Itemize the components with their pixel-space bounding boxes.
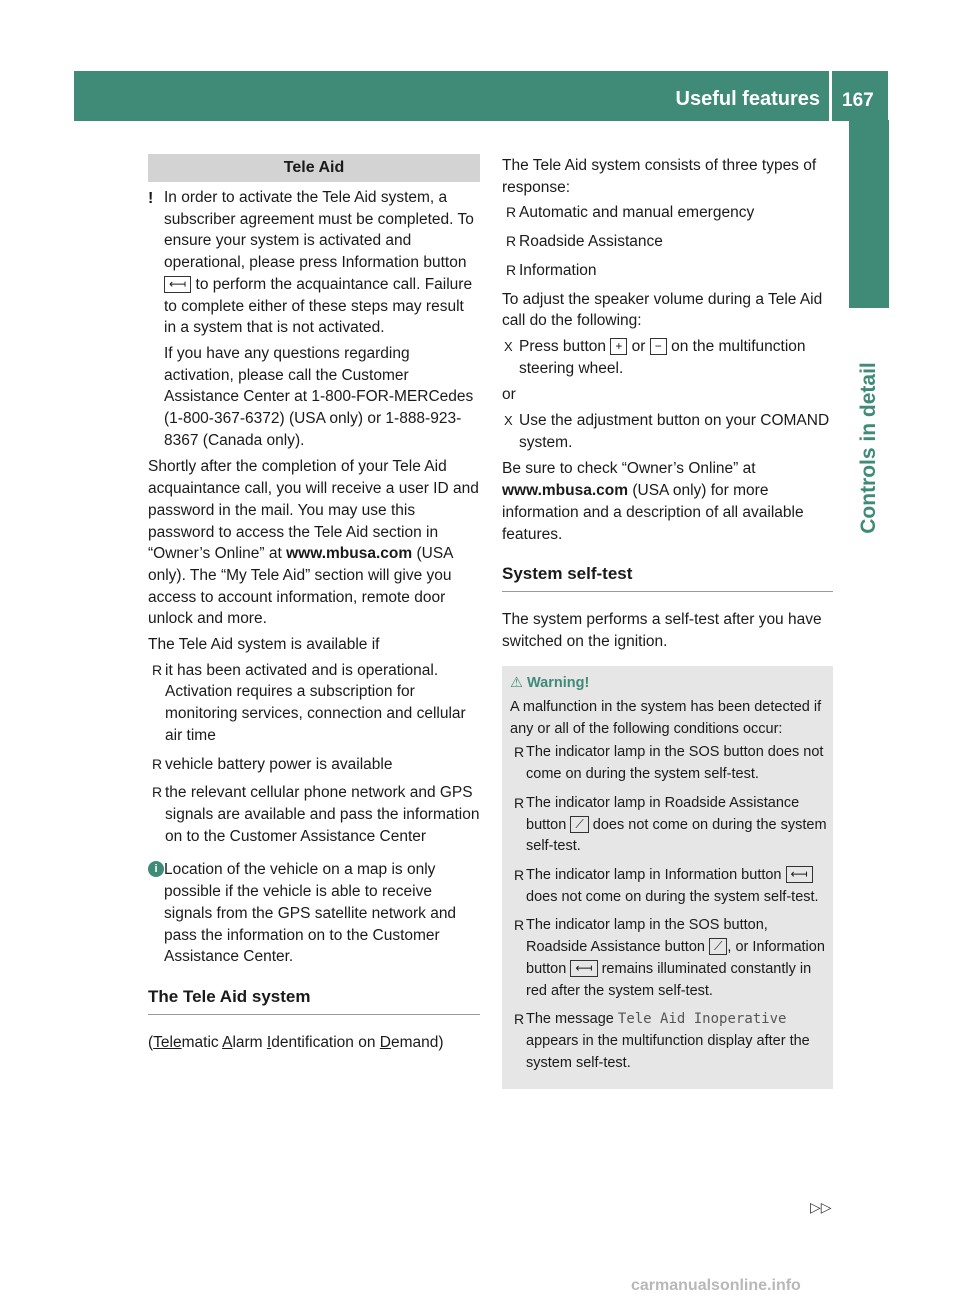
notice-paragraph-2: If you have any questions regarding activation, please call the Customer Assistance Center at 1-800-FOR-MERCedes (1-800-367-6372) (USA only) or 1-888-923-8367 (Canada only). xyxy=(164,344,474,449)
bullet-icon: R xyxy=(514,744,525,761)
display-message: Tele Aid Inoperative xyxy=(617,1011,787,1028)
warning-intro: A malfunction in the system has been detected if any or all of the following conditions occur: xyxy=(510,699,822,737)
list-item: R The indicator lamp in the SOS button does not come on during the system self-test. xyxy=(514,744,824,783)
continue-arrow-icon: ▷▷ xyxy=(810,1199,832,1215)
list-item: R The indicator lamp in Information button ⟻ does not come on during the system self-test. xyxy=(514,866,819,905)
bullet-icon: R xyxy=(514,1011,525,1028)
or-text: or xyxy=(502,386,516,404)
side-label: Controls in detail xyxy=(857,362,880,534)
self-test-text: The system performs a self-test after you have switched on the ignition. xyxy=(502,610,822,650)
bullet-icon: R xyxy=(152,755,163,772)
left-column xyxy=(148,154,480,1057)
information-button-icon: ⟻ xyxy=(786,866,813,883)
bullet-icon: R xyxy=(152,784,163,801)
volume-intro: To adjust the speaker volume during a Tele Aid call do the following: xyxy=(502,290,823,330)
bullet-icon: R xyxy=(506,233,517,250)
owners-online-paragraph: Shortly after the completion of your Tele Aid acquaintance call, you will receive a user ID and password in the mail. You may use this password to access the Tele Aid section in “Owner’s Online” at www.mbusa.com (USA only). The “My Tele Aid” section will give you access to account information, remote door unlock and more. xyxy=(148,458,479,628)
bullet-icon: R xyxy=(514,866,525,883)
list-item: R The indicator lamp in the SOS button, Roadside Assistance button ⟋ , or Information button ⟻ remains illuminated constantly in red after the system self-test. xyxy=(514,917,825,999)
availability-intro: The Tele Aid system is available if xyxy=(148,636,380,654)
list-item: R The message Tele Aid Inoperative appears in the multifunction display after the system self-test. xyxy=(514,1011,810,1071)
bullet-icon: R xyxy=(514,794,525,811)
warning-box xyxy=(502,666,833,1089)
info-icon: i xyxy=(148,861,164,877)
list-item: R Automatic and manual emergency xyxy=(502,202,833,224)
exclamation-icon: ! xyxy=(148,190,154,207)
volume-up-icon: + xyxy=(610,338,627,355)
wrench-icon: ⟋ xyxy=(570,816,588,833)
check-online-paragraph: Be sure to check “Owner’s Online” at www.mbusa.com (USA only) for more information and a description of all available features. xyxy=(502,460,804,543)
wrench-icon: ⟋ xyxy=(709,938,727,955)
tele-aid-heading: Tele Aid xyxy=(148,154,480,182)
tele-aid-system-heading: The Tele Aid system xyxy=(148,986,480,1015)
notice-paragraph-1: In order to activate the Tele Aid system, a subscriber agreement must be completed. To ensure your system is activated and operational, please press Information button ⟻ to perform the acquaintance call. Failure to complete either of these steps may result in a system that is not activated. xyxy=(164,189,474,337)
information-button-icon: ⟻ xyxy=(164,276,191,293)
list-item: R it has been activated and is operational. Activation requires a subscription for monitoring services, connection and cellular air time xyxy=(152,661,466,744)
side-tab xyxy=(849,120,889,308)
list-item: R The indicator lamp in Roadside Assistance button ⟋ does not come on during the system self-test. xyxy=(514,794,827,855)
mbusa-link[interactable]: www.mbusa.com xyxy=(286,545,413,563)
page-number: 167 xyxy=(842,90,874,111)
acronym-expansion: (Telematic Alarm Identification on Demand) xyxy=(148,1033,444,1051)
volume-down-icon: − xyxy=(650,338,667,355)
warning-title: ⚠ Warning! xyxy=(510,675,590,692)
list-item: R the relevant cellular phone network and GPS signals are available and pass the information on to the Customer Assistance Center xyxy=(152,784,480,845)
step-item: X Use the adjustment button on your COMAND system. xyxy=(504,412,830,451)
bullet-icon: R xyxy=(506,204,517,221)
bullet-icon: R xyxy=(506,261,517,278)
step-arrow-icon: X xyxy=(504,338,513,354)
right-column xyxy=(502,155,833,1089)
bullet-icon: R xyxy=(152,661,163,678)
bullet-icon: R xyxy=(514,917,525,934)
information-button-icon: ⟻ xyxy=(570,960,597,977)
step-item: X Press button + or − on the multifunction steering wheel. xyxy=(504,337,806,377)
notice-block xyxy=(148,187,480,451)
step-arrow-icon: X xyxy=(504,413,513,429)
warning-icon: ⚠ xyxy=(510,675,523,692)
watermark: carmanualsonline.info xyxy=(631,1277,801,1294)
mbusa-link[interactable]: www.mbusa.com xyxy=(502,482,629,500)
list-item: R Roadside Assistance xyxy=(502,231,833,253)
header-divider xyxy=(829,71,832,121)
self-test-heading: System self-test xyxy=(502,563,833,592)
section-title: Useful features xyxy=(675,88,820,110)
list-item: R vehicle battery power is available xyxy=(148,754,480,776)
info-note: i Location of the vehicle on a map is only possible if the vehicle is able to receive signals from the GPS satellite network and pass the information on to the Customer Assistance Center. xyxy=(148,859,480,968)
list-item: R Information xyxy=(502,260,833,282)
response-intro: The Tele Aid system consists of three types of response: xyxy=(502,157,817,196)
